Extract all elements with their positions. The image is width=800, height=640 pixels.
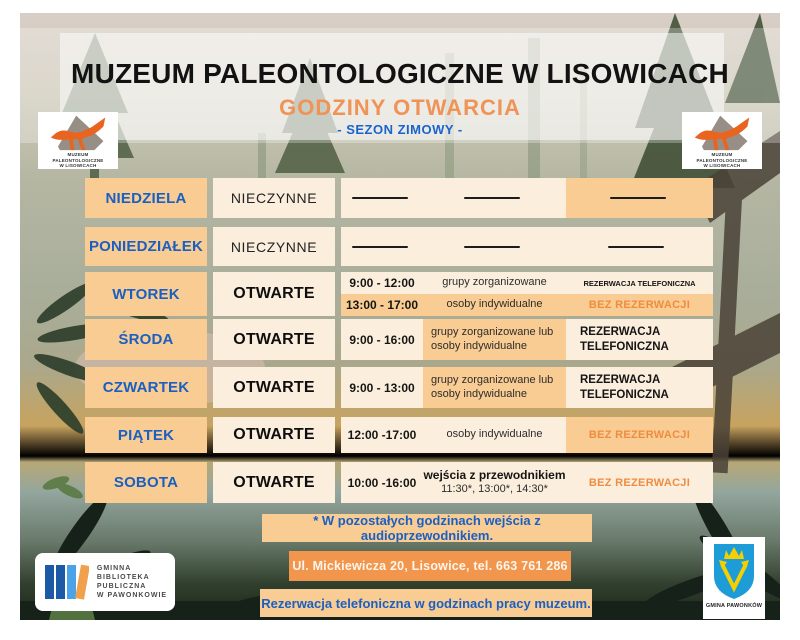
library-line: BIBLIOTEKA: [96, 574, 150, 581]
audio-guide-note: * W pozostałych godzinach wejścia z audioprzewodnikiem.: [262, 514, 592, 542]
museum-logo-caption: MUZEUM PALEONTOLOGICZNE W LISOWICACH: [696, 152, 748, 169]
day-piatek: PIĄTEK: [85, 417, 207, 453]
dinosaur-logo-icon: [42, 112, 114, 152]
piatek-time: 12:00 -17:00: [347, 428, 417, 442]
sobota-guided-entries: wejścia z przewodnikiem: [423, 468, 566, 483]
coat-of-arms-icon: [711, 542, 757, 600]
poniedzialek-empty-row: [341, 227, 713, 266]
status-poniedzialek: NIECZYNNE: [213, 227, 335, 266]
sobota-desc: [423, 462, 566, 503]
piatek-times: [341, 417, 566, 453]
season-label: - SEZON ZIMOWY -: [337, 122, 463, 137]
day-wtorek: WTOREK: [85, 272, 207, 316]
museum-logo-left: [38, 112, 118, 169]
museum-logo-caption: MUZEUM PALEONTOLOGICZNE W LISOWICACH: [52, 152, 104, 169]
sobota-reservation: BEZ REZERWACJI: [588, 476, 691, 489]
wtorek-afternoon-reservation: BEZ REZERWACJI: [588, 299, 691, 311]
dash: [464, 197, 520, 199]
wtorek-morning-reservation: REZERWACJA TELEFONICZNA: [583, 278, 696, 288]
piatek-reservation: BEZ REZERWACJI: [566, 417, 713, 453]
dash: [464, 246, 520, 248]
sroda-reservation: REZERWACJA TELEFONICZNA: [566, 319, 713, 360]
dinosaur-logo-icon: [686, 112, 758, 152]
gmina-logo-caption: GMINA PAWONKÓW: [705, 603, 763, 609]
czwartek-reservation: REZERWACJA TELEFONICZNA: [566, 367, 713, 408]
phone-reservation-note: Rezerwacja telefoniczna w godzinach pracy muzeum.: [260, 589, 592, 617]
wtorek-morning-desc: grupy zorganizowane: [442, 276, 547, 289]
dash: [608, 246, 664, 248]
czwartek-desc: grupy zorganizowane lub osoby indywidualne: [423, 367, 566, 408]
opening-hours-subtitle: GODZINY OTWARCIA: [279, 95, 521, 120]
sobota-details: [341, 462, 713, 503]
address-bar: Ul. Mickiewicza 20, Lisowice, tel. 663 761 286: [289, 551, 571, 581]
niedziela-empty-reservation: [566, 178, 713, 218]
books-icon: [43, 563, 89, 601]
library-line: PUBLICZNA: [96, 583, 147, 590]
day-niedziela: NIEDZIELA: [85, 178, 207, 218]
dash: [352, 197, 408, 199]
wtorek-afternoon-desc: osoby indywidualne: [446, 298, 543, 311]
gmina-pawonkow-logo: [703, 537, 765, 619]
wtorek-slot-afternoon: [341, 294, 713, 316]
niedziela-empty-times: [341, 178, 566, 218]
sobota-entry-times: 11:30*, 13:00*, 14:30*: [441, 482, 548, 495]
wtorek-morning-time: 9:00 - 12:00: [349, 276, 415, 290]
status-sroda: OTWARTE: [213, 319, 335, 360]
museum-logo-right: [682, 112, 762, 169]
wtorek-slot-morning: [341, 272, 713, 294]
sobota-time: 10:00 -16:00: [347, 475, 417, 490]
status-sobota: OTWARTE: [213, 462, 335, 503]
wtorek-afternoon-time: 13:00 - 17:00: [345, 298, 419, 312]
page-title: MUZEUM PALEONTOLOGICZNE W LISOWICACH: [71, 58, 729, 89]
status-niedziela: NIECZYNNE: [213, 178, 335, 218]
library-logo: [35, 553, 175, 611]
museum-poster: [20, 13, 780, 620]
day-poniedzialek: PONIEDZIAŁEK: [85, 227, 207, 266]
dash: [610, 197, 666, 199]
status-czwartek: OTWARTE: [213, 367, 335, 408]
piatek-desc: osoby indywidualne: [446, 428, 543, 441]
day-sobota: SOBOTA: [85, 462, 207, 503]
sroda-desc: grupy zorganizowane lub osoby indywidualne: [423, 319, 566, 360]
library-line: GMINNA: [96, 565, 132, 572]
day-sroda: ŚRODA: [85, 319, 207, 360]
dash: [352, 246, 408, 248]
czwartek-time: 9:00 - 13:00: [341, 367, 423, 408]
library-line: W PAWONKOWIE: [96, 592, 168, 599]
library-logo-caption: [97, 565, 167, 599]
status-wtorek: OTWARTE: [213, 272, 335, 316]
day-czwartek: CZWARTEK: [85, 367, 207, 408]
status-piatek: OTWARTE: [213, 417, 335, 453]
sroda-time: 9:00 - 16:00: [341, 319, 423, 360]
